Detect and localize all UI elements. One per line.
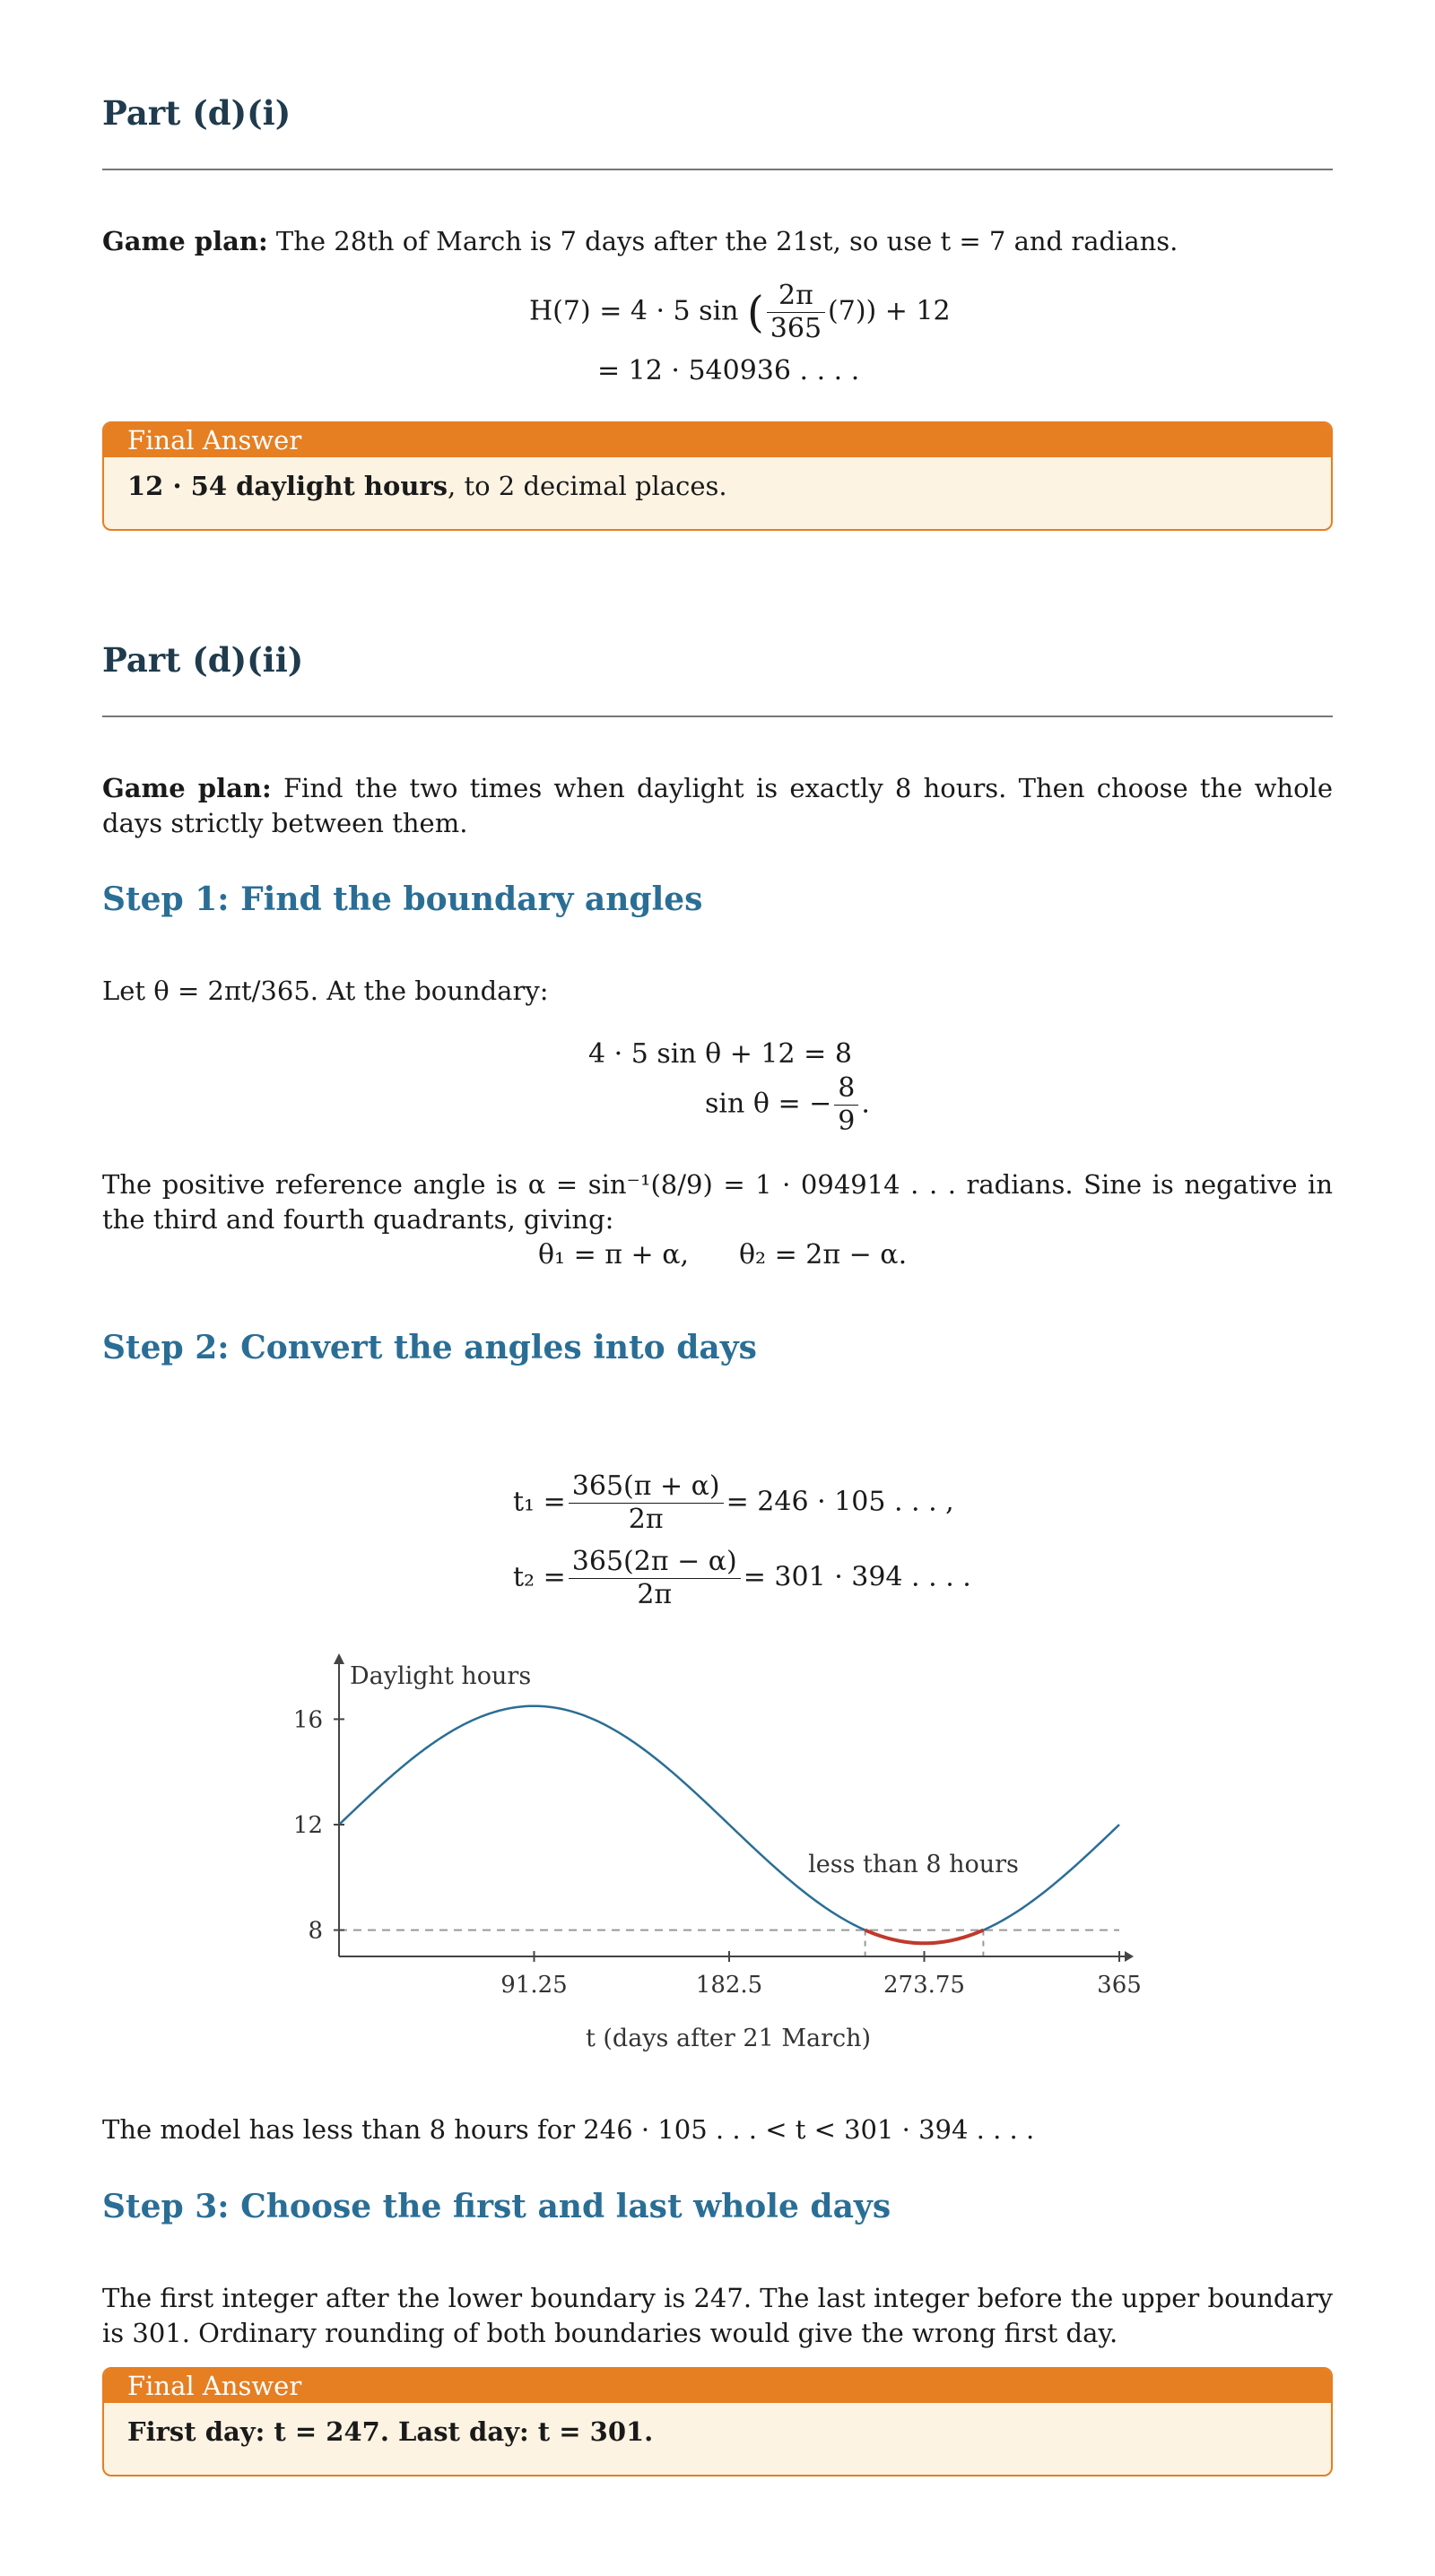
t2-rhs: = 301 · 394 . . . . [743,1561,971,1593]
part-dii-final-answer-box [102,2367,1333,2476]
x-tick-label: 182.5 [695,1972,763,1999]
game-plan-text: Find the two times when daylight is exactly 8 hours. Then choose the whole days strictly between them. [102,773,1333,838]
step-1-angle-2: θ₂ = 2π − α. [739,1239,908,1271]
final-answer-rest: , to 2 decimal places. [448,471,727,501]
eq1-lhs: H(7) = 4 · 5 sin [529,295,739,327]
part-dii-title: Part (d)(ii) [102,640,304,680]
x-axis-label: t (days after 21 March) [585,2025,872,2052]
t2-equation [513,1546,971,1611]
part-dii-rule [102,716,1333,717]
step-2-title: Step 2: Convert the angles into days [102,1329,757,1366]
game-plan-label: Game plan: [102,226,268,256]
x-axis-arrow [1125,1951,1134,1962]
t2-num: 365(2π − α) [569,1546,741,1579]
below-threshold-segment [865,1930,984,1944]
x-tick-label: 91.25 [500,1972,568,1999]
part-di-game-plan [102,224,1333,259]
step-2-conclusion: The model has less than 8 hours for 246 · 105 . . . < t < 301 · 394 . . . . [102,2114,1035,2145]
t1-lhs: t₁ = [513,1486,566,1518]
chart-annotation: less than 8 hours [808,1850,1019,1878]
x-tick-label: 365 [1097,1972,1142,1999]
step-1-equation-2 [705,1072,870,1138]
daylight-curve [339,1706,1119,1944]
final-answer-header: Final Answer [104,2369,1331,2403]
step-3-title: Step 3: Choose the first and last whole days [102,2188,891,2225]
eq1-rhs: (7)) + 12 [828,295,951,327]
step1-eq2-lhs: sin θ = − [705,1088,832,1120]
eq1-fraction [767,280,825,345]
t1-equation [513,1470,954,1536]
part-di-rule [102,169,1333,170]
final-answer-body: First day: t = 247. Last day: t = 301. [127,2416,654,2447]
t1-den: 2π [628,1504,664,1535]
final-answer-header: Final Answer [104,423,1331,457]
y-tick-label: 8 [308,1917,323,1945]
part-di-final-answer-box [102,421,1333,531]
x-tick-label: 273.75 [883,1972,965,1999]
t2-lhs: t₂ = [513,1561,566,1593]
t2-fraction [569,1546,741,1611]
part-di-equation-2: = 12 · 540936 . . . . [597,355,860,386]
step1-eq2-den: 9 [838,1106,856,1137]
step-1-intro: Let θ = 2πt/365. At the boundary: [102,976,549,1006]
t1-fraction [569,1470,724,1536]
part-di-title: Part (d)(i) [102,93,291,133]
part-di-equation-1 [529,280,951,345]
t2-den: 2π [637,1579,673,1610]
game-plan-text: The 28th of March is 7 days after the 21st, so use t = 7 and radians. [275,226,1178,256]
final-answer-body [104,457,1331,515]
step-3-text: The first integer after the lower boundary is 247. The last integer before the upper boundary is 301. Ordinary rounding of both boundaries would give the wrong first day. [102,2283,1333,2348]
eq1-frac-den: 365 [770,313,822,344]
eq1-frac-num: 2π [767,280,825,313]
part-dii-game-plan [102,771,1333,841]
step-1-angle-1: θ₁ = π + α, [538,1239,690,1271]
y-tick-label: 16 [292,1706,323,1734]
y-axis-arrow [334,1653,344,1664]
step-1-title: Step 1: Find the boundary angles [102,880,703,918]
paren-open: ( [747,287,764,338]
t1-rhs: = 246 · 105 . . . , [726,1486,954,1518]
y-tick-label: 12 [292,1812,323,1839]
game-plan-label: Game plan: [102,773,272,803]
step1-eq2-end: . [861,1088,870,1120]
step1-eq2-num: 8 [834,1072,858,1106]
step-1-equation-1: 4 · 5 sin θ + 12 = 8 [588,1038,852,1070]
step-1-reference-text: The positive reference angle is α = sin⁻¹(8/9) = 1 · 094914 . . . radians. Sine is negative in the third and fourth quadrants, giving: [102,1169,1333,1235]
t1-num: 365(π + α) [569,1470,724,1504]
final-answer-bold: 12 · 54 daylight hours [127,471,448,501]
daylight-chart [0,1632,1435,2062]
step1-eq2-fraction [834,1072,858,1138]
y-axis-label: Daylight hours [350,1662,532,1690]
